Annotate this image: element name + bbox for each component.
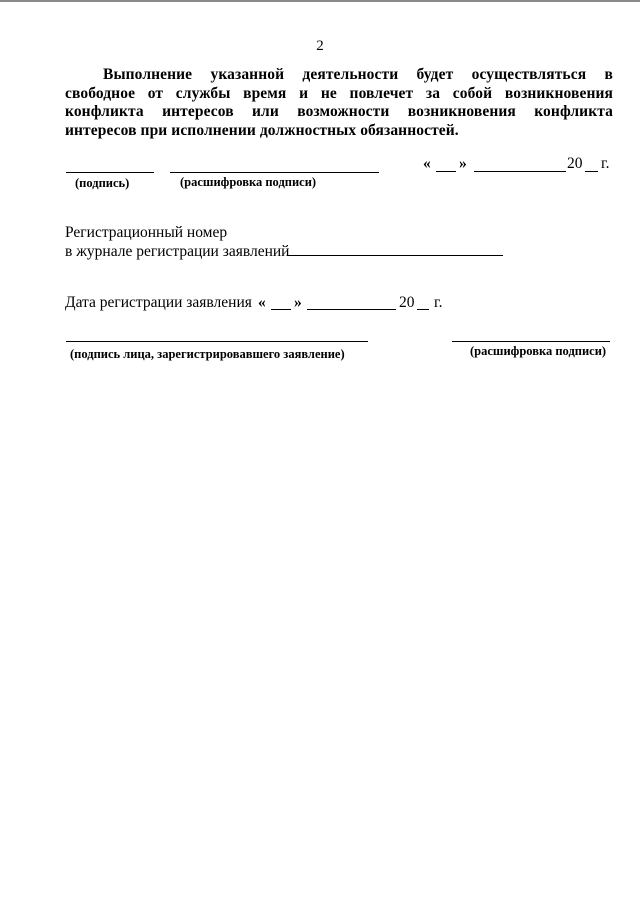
signature-decoding-line: [170, 172, 379, 173]
date-quote-open: «: [423, 155, 431, 172]
registrar-decoding-caption: (расшифровка подписи): [470, 344, 607, 358]
registration-date-label: Дата регистрации заявления: [65, 294, 252, 311]
registration-month-line: [307, 309, 396, 310]
date-year-line: [585, 171, 598, 172]
date-month-line: [474, 171, 566, 172]
registrar-signature-line: [66, 341, 368, 342]
signature-decoding-caption: (расшифровка подписи): [180, 175, 317, 189]
date-quote-close: »: [459, 155, 467, 172]
registration-number-label: Регистрационный номер: [65, 224, 228, 241]
registrar-decoding-line: [452, 341, 610, 342]
registration-quote-close: »: [294, 294, 302, 311]
date-day-line: [436, 171, 456, 172]
registration-quote-open: «: [258, 294, 266, 311]
registration-day-line: [271, 309, 291, 310]
signature-caption: (подпись): [75, 176, 130, 190]
registration-year-suffix: г.: [434, 294, 443, 311]
date-year-prefix: 20: [567, 155, 583, 172]
registration-number-line: [287, 255, 503, 256]
page-number: 2: [316, 38, 324, 54]
registration-year-line: [417, 309, 429, 310]
registration-year-prefix: 20: [399, 294, 415, 311]
signature-line: [66, 172, 154, 173]
registrar-signature-caption: (подпись лица, зарегистрировавшего заявление): [70, 347, 345, 361]
page-top-border: [0, 0, 640, 2]
date-year-suffix: г.: [601, 155, 610, 172]
registration-journal-label: в журнале регистрации заявлений: [65, 243, 290, 260]
statement-paragraph: Выполнение указанной деятельности будет осуществляться в свободное от службы время и не повлечет за собой возникновения конфликта интересов или возможности возникновения конфликта интересов при исполнении должностных обязанностей.: [65, 66, 613, 139]
